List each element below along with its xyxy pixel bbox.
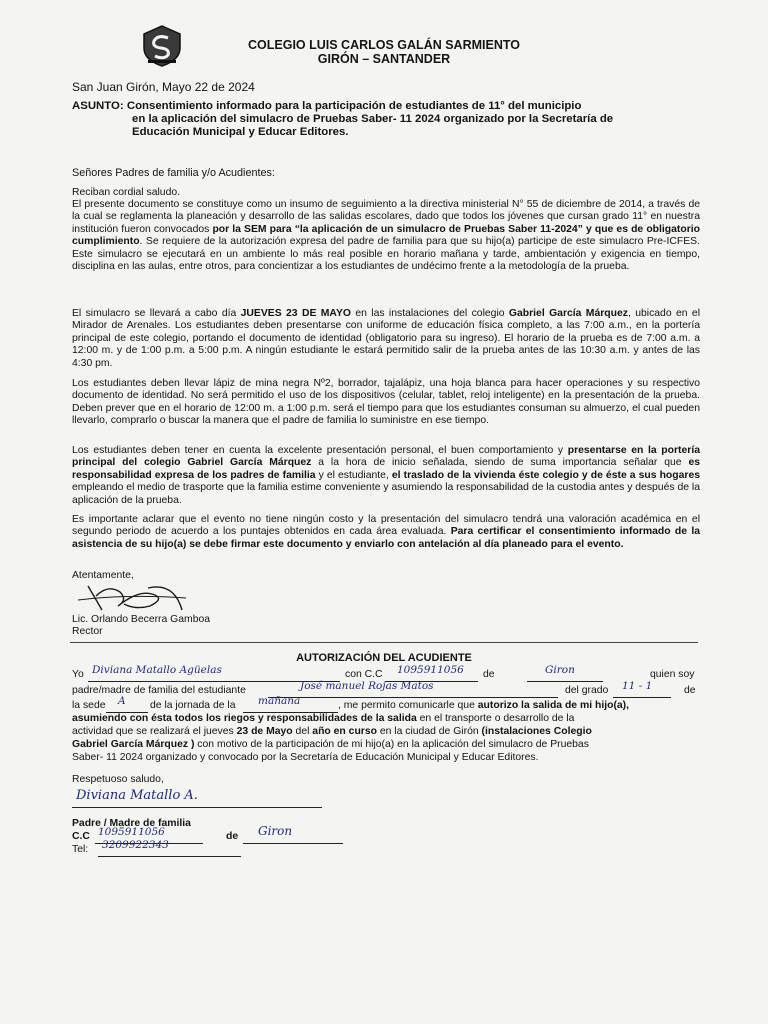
parent-role-label: Padre / Madre de familia bbox=[72, 818, 191, 829]
auth-text: Saber- 11 2024 organizado y convocado por la Secretaría de Educación Municipal y Educar Editores. bbox=[72, 752, 539, 763]
subject bbox=[72, 100, 702, 139]
sede-field[interactable] bbox=[106, 699, 148, 713]
label-grado: del grado bbox=[565, 685, 609, 696]
jornada-handwritten: mañana bbox=[258, 695, 301, 707]
label-jornada: de la jornada de la bbox=[150, 700, 236, 711]
subject-line: Consentimiento informado para la participación de estudiantes de 11° del municipio bbox=[126, 100, 582, 112]
student-handwritten: José manuel Rojas Matos bbox=[300, 680, 434, 692]
name-handwritten: Diviana Matallo Agüelas bbox=[92, 664, 222, 676]
auth-text-bold: autorizo la salida de mi hijo(a), bbox=[477, 700, 630, 711]
auth-text-bold: 23 de Mayo bbox=[236, 726, 293, 737]
auth-text-bold: Gabriel García Márquez ) bbox=[72, 739, 195, 750]
sede-handwritten: A bbox=[118, 695, 126, 707]
auth-text: en el transporte o desarrollo de la bbox=[416, 713, 575, 724]
section-divider bbox=[70, 642, 698, 643]
date-line: San Juan Girón, Mayo 22 de 2024 bbox=[72, 80, 255, 94]
rector-signature bbox=[78, 580, 188, 616]
label-padre: padre/madre de familia del estudiante bbox=[72, 685, 246, 696]
rector-name: Lic. Orlando Becerra Gamboa bbox=[72, 614, 211, 625]
respectful-greeting: Respetuoso saludo, bbox=[72, 774, 164, 785]
phone-handwritten: 3209922343 bbox=[102, 839, 169, 851]
greeting: Reciban cordial saludo. bbox=[72, 187, 181, 198]
grade-handwritten: 11 - 1 bbox=[622, 680, 653, 692]
auth-text-bold: asumiendo con ésta todos los riegos y responsabilidades de la salida bbox=[72, 713, 417, 724]
label-de: de bbox=[226, 831, 239, 842]
parent-cc-handwritten: 1095911056 bbox=[98, 826, 165, 838]
paragraph-5: Es importante aclarar que el evento no tiene ningún costo y la presentación del simulacro tendrá una valoración académica en el segundo periodo de acuerdo a los puntajes obtenidos en cada área evaluada. Para certificar el consentimiento informado de la asistencia de su hijo(a) se debe firmar este documento y enviarlo con antelación al día planeado para el evento. bbox=[72, 514, 700, 550]
paragraph-4: Los estudiantes deben tener en cuenta la excelente presentación personal, el buen comportamiento y presentarse en la portería principal del colegio Gabriel García Márquez a la hora de inicio señalada, siendo de suma importancia señalar que es responsabilidad expresa de los padres de familia y el estudiante, el traslado de la vivienda éste colegio y de éste a sus hogares empleando el medio de trasporte que la familia estime conveniente y asumiendo la responsabilidad de la custodia antes y después de la aplicación de la prueba. bbox=[72, 445, 701, 506]
label-sede: la sede bbox=[72, 700, 106, 711]
label-cc: C.C bbox=[72, 831, 90, 842]
paragraph-1: El presente documento se constituye como un insumo de seguimiento a la directiva ministerial N° 55 de diciembre de 2014, a través de la cual se reglamenta la planeación y desarrollo de las salidas escolares, dado que todos los jóvenes que cursan grado 11° en nuestra institución fueron convocados por la SEM para “la aplicación de un simulacro de Pruebas Saber 11-2024” y que es de obligatorio cumplimiento. Se requiere de la autorización expresa del padre de familia para que su hijo(a) participe de este simulacro Pre-ICFES. Este simulacro se ejecutará en un ambiente lo más real posible en horario mañana y tarde, ambientación y exigencia en tiempo, disciplina en las aulas, entre otros, para concientizar a los estudiantes de undécimo frente a la metodología de la prueba. bbox=[72, 199, 700, 273]
label-de: de bbox=[684, 685, 696, 696]
auth-text: , me permito comunicarle que bbox=[338, 700, 478, 711]
school-name: COLEGIO LUIS CARLOS GALÁN SARMIENTO bbox=[248, 38, 520, 52]
auth-text: en la ciudad de Girón bbox=[376, 726, 482, 737]
auth-text: actividad que se realizará el jueves bbox=[72, 726, 237, 737]
subject-label: ASUNTO: bbox=[72, 100, 124, 112]
label-de: de bbox=[483, 669, 495, 680]
label-tel: Tel: bbox=[72, 844, 89, 855]
auth-text-bold: (instalaciones Colegio bbox=[481, 726, 592, 737]
salutation: Señores Padres de familia y/o Acudientes: bbox=[72, 167, 275, 179]
subject-line: Educación Municipal y Educar Editores. bbox=[132, 126, 349, 138]
paragraph-2: El simulacro se llevará a cabo día JUEVES 23 DE MAYO en las instalaciones del colegio Gabriel García Márquez, ubicado en el Mirador de Arenales. Los estudiantes deben presentarse con uniforme de educación física completo, a las 7:00 a.m., en la portería principal de este colegio, portando el documento de identidad (obligatorio para su ingreso). El horario de la prueba es de 7:00 a.m. a 12:00 m. y de 1:00 p.m. a 5:00 p.m. A ningún estudiante le estará permitido salir de la prueba antes de las 10:30 a.m. y antes de las 4:30 pm. bbox=[72, 308, 700, 369]
label-quien-soy: quien soy bbox=[650, 669, 695, 680]
subject-line: en la aplicación del simulacro de Pruebas Saber- 11 2024 organizado por la Secretaría de bbox=[132, 113, 614, 125]
cc-handwritten: 1095911056 bbox=[397, 664, 464, 676]
closing: Atentamente, bbox=[72, 570, 134, 581]
auth-text: con motivo de la participación de mi hijo(a) en la aplicación del simulacro de Pruebas bbox=[194, 739, 589, 750]
parent-city-handwritten: Giron bbox=[258, 824, 293, 838]
parent-signature: Diviana Matallo A. bbox=[76, 788, 198, 803]
label-cc: con C.C bbox=[345, 669, 383, 680]
paragraph-3: Los estudiantes deben llevar lápiz de mina negra Nº2, borrador, tajalápiz, una hoja blanca para hacer operaciones y su respectivo documento de identidad. No será permitido el uso de los dispositivos (celular, tablet, reloj inteligente) en la presentación de la prueba. Deben prever que en el horario de 12:00 m. a 1:00 p.m. será el tiempo para que los estudiantes consuman su almuerzo, el cual pueden llevarlo, comprarlo o buscar la manera que el padre de familia lo suministre en ese tiempo. bbox=[72, 378, 700, 427]
school-city: GIRÓN – SANTANDER bbox=[317, 52, 451, 66]
auth-text: del bbox=[292, 726, 313, 737]
rector-title: Rector bbox=[72, 626, 103, 637]
auth-text-bold: año en curso bbox=[312, 726, 377, 737]
label-yo: Yo bbox=[72, 669, 84, 680]
auth-title: AUTORIZACIÓN DEL ACUDIENTE bbox=[296, 652, 472, 664]
city-handwritten: Giron bbox=[545, 664, 575, 676]
